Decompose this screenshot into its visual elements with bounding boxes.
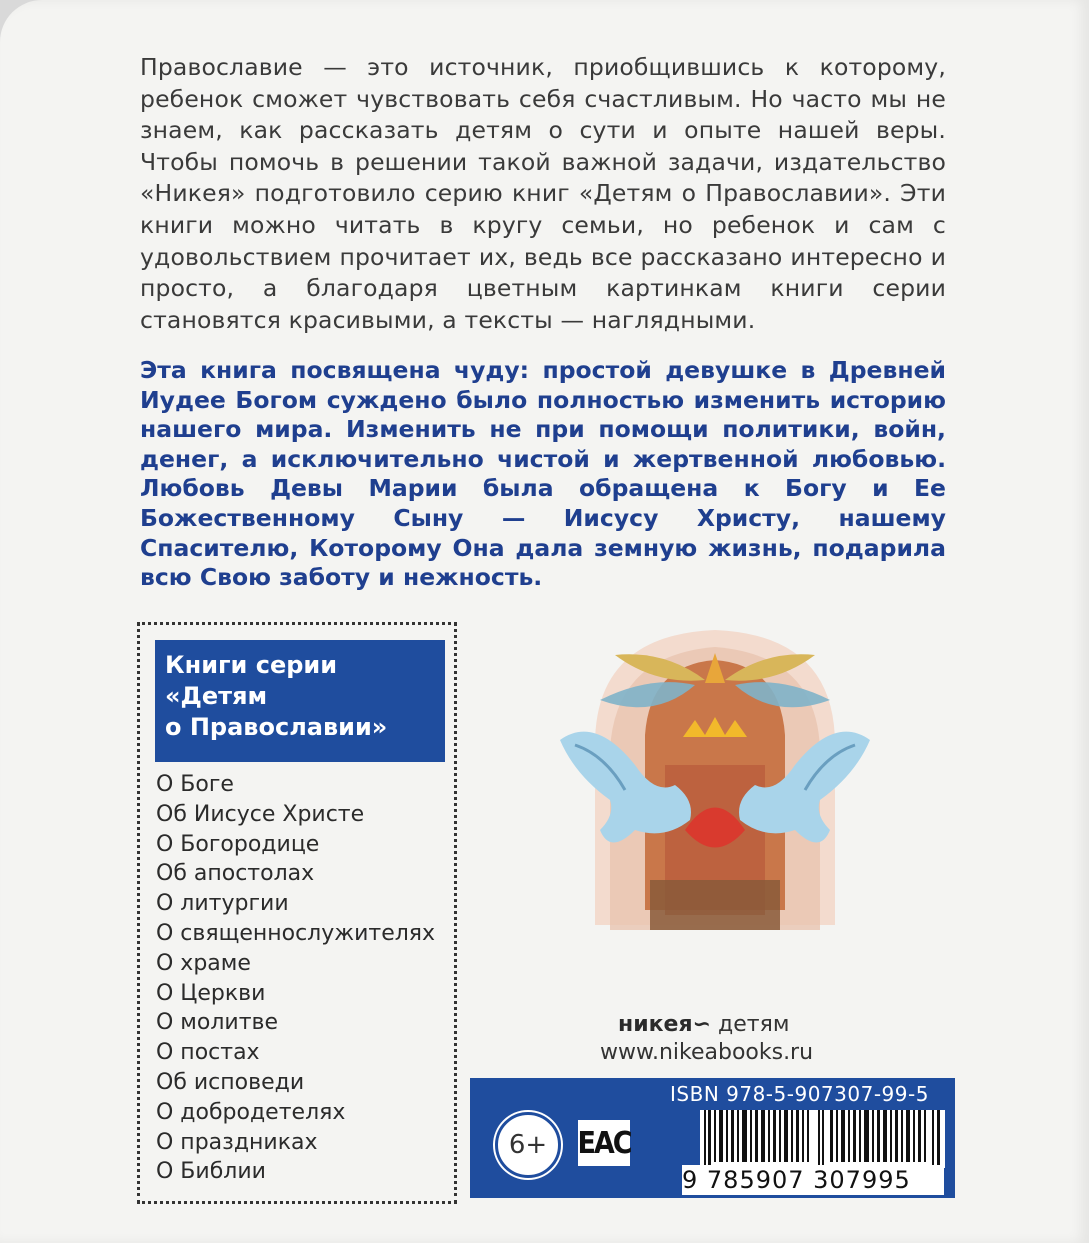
book-description: Эта книга посвящена чуду: простой девушке в Древней Иудее Богом суждено было полностью изменить историю нашего мира. Изменить не при помощи политики, войн, денег, а исключительно чистой и жертвенной любовью. Любовь Девы Марии была обращена к Богу и Ее Божественному Сыну — Иисусу Христу, нашему Спасителю, Которому Она дала земную жизнь, подарила всю Свою заботу и нежность.: [140, 356, 946, 592]
series-title: Об исповеди: [156, 1069, 305, 1095]
publisher-brand: никея: [618, 1012, 693, 1037]
series-title: О храме: [156, 950, 251, 976]
series-heading: [155, 640, 445, 762]
publisher-url[interactable]: www.nikeabooks.ru: [600, 1040, 814, 1065]
series-title: О Библии: [156, 1159, 266, 1185]
series-box: [137, 622, 457, 1204]
series-list: [156, 770, 435, 1187]
eac-mark-icon: EAC: [578, 1120, 630, 1166]
logo-wave-icon: ∽: [692, 1012, 712, 1037]
series-heading-line: Книги серии: [165, 651, 338, 679]
publisher-brand-suffix: детям: [718, 1012, 790, 1037]
barcode-area: [660, 1078, 955, 1198]
series-title: О Церкви: [156, 980, 266, 1006]
series-title: Об апостолах: [156, 861, 315, 887]
series-title: О постах: [156, 1040, 260, 1066]
illustration-doves-crown: [555, 625, 875, 945]
intro-paragraph: Православие — это источник, приобщившись к которому, ребенок сможет чувствовать себя счастливым. Но часто мы не знаем, как рассказать детям о сути и опыте нашей веры. Чтобы помочь в решении такой важной задачи, издательство «Никея» подготовило серию книг «Детям о Православии». Эти книги можно читать в кругу семьи, но ребенок и сам с удовольствием прочитает их, ведь все рассказано интересно и просто, а благодаря цветным картинкам книги серии становятся красивыми, а тексты — наглядными.: [140, 53, 946, 334]
series-title: О священнослужителях: [156, 920, 436, 946]
series-title: О Боге: [156, 772, 234, 797]
series-title: Об Иисусе Христе: [156, 801, 365, 827]
footer-band: [470, 1078, 955, 1198]
series-title: О добродетелях: [156, 1099, 346, 1125]
barcode-icon: [700, 1110, 945, 1168]
publisher-logo: [618, 1012, 789, 1037]
series-title: О Богородице: [156, 831, 320, 857]
isbn-text: ISBN 978-5-907307-99-5: [670, 1082, 929, 1106]
series-heading-line: «Детям: [165, 682, 268, 710]
series-heading-line: о Православии»: [165, 713, 388, 741]
age-rating-badge: 6+: [495, 1112, 561, 1178]
series-title: О литургии: [156, 891, 289, 917]
series-title: О молитве: [156, 1010, 279, 1036]
series-title: О праздниках: [156, 1129, 318, 1155]
ean-digits: 9 785907 307995: [682, 1165, 944, 1195]
